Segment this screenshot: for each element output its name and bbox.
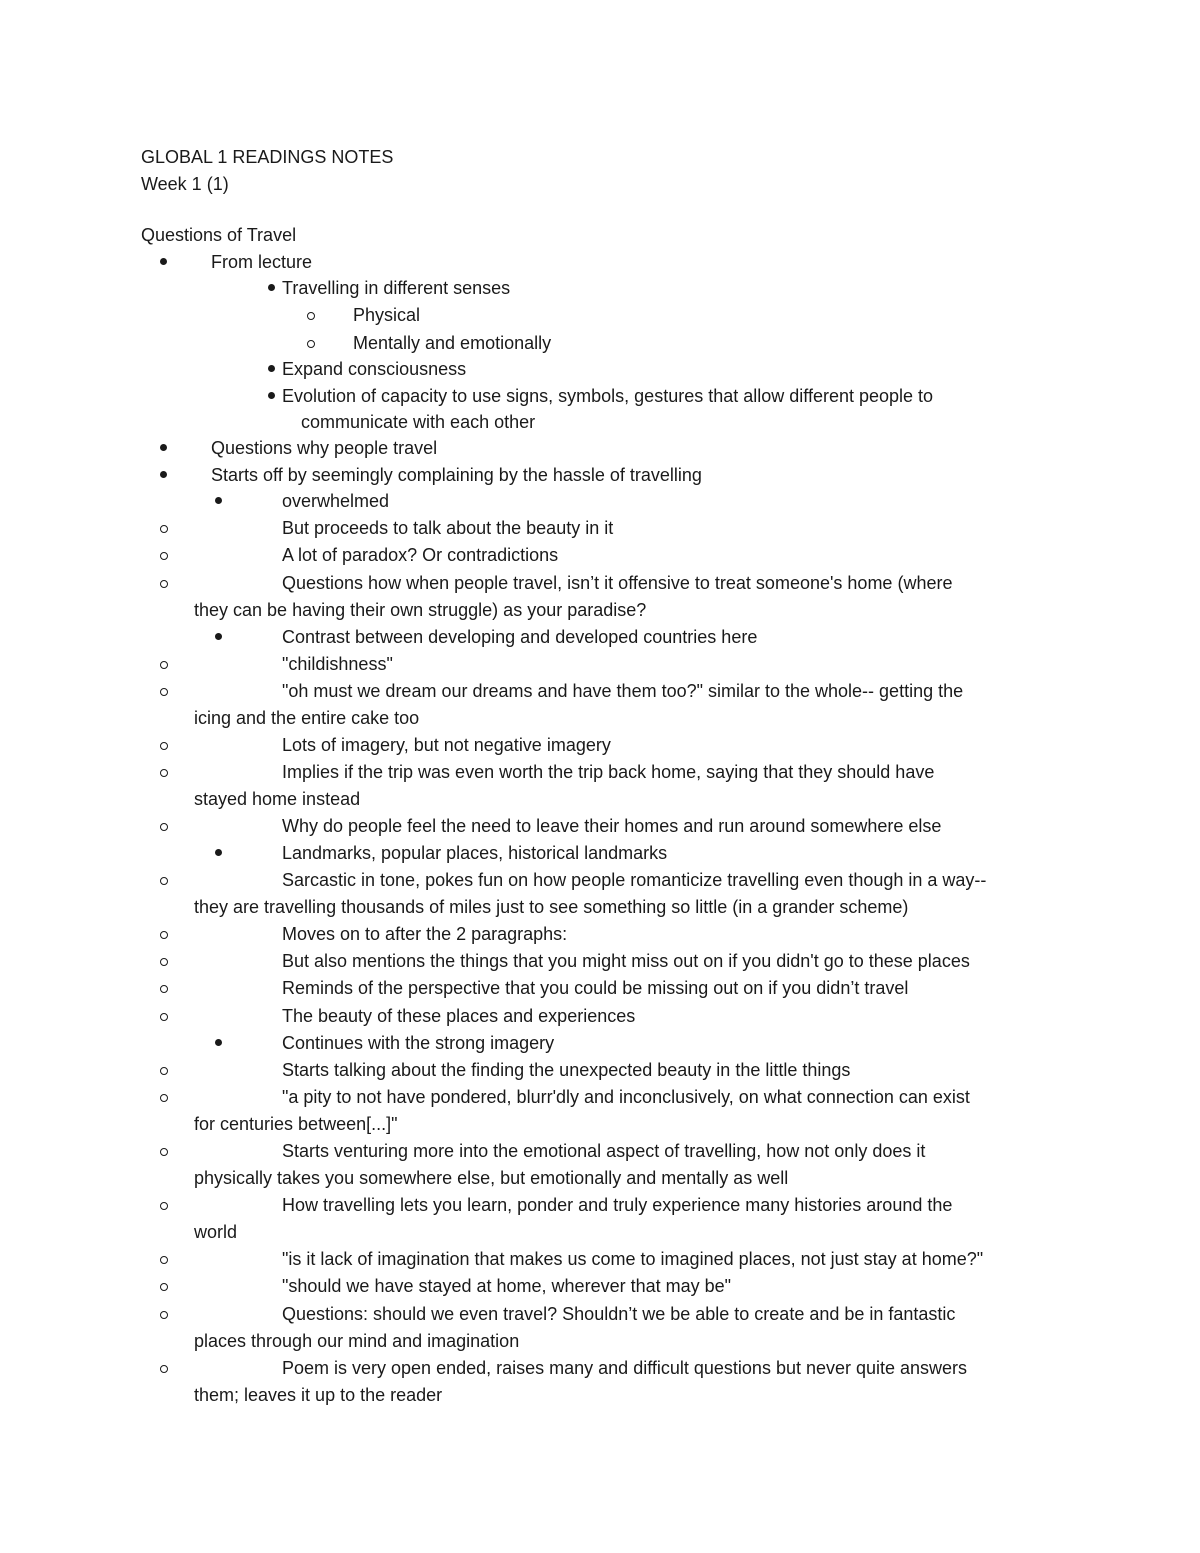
note-line: icing and the entire cake too bbox=[194, 708, 420, 728]
note-line: Lots of imagery, but not negative imagery bbox=[282, 735, 611, 755]
note-line: But proceeds to talk about the beauty in it bbox=[282, 518, 614, 538]
bullet-circle-icon bbox=[160, 1283, 168, 1291]
bullet-circle-icon bbox=[160, 580, 168, 588]
note-line: Starts venturing more into the emotional aspect of travelling, how not only does it bbox=[282, 1141, 926, 1161]
doc-title: GLOBAL 1 READINGS NOTES bbox=[141, 147, 394, 167]
note-line: "childishness" bbox=[282, 654, 393, 674]
bullet-circle-icon bbox=[160, 1094, 168, 1102]
bullet-dot-icon bbox=[160, 258, 167, 265]
bullet-circle-icon bbox=[160, 661, 168, 669]
note-line: Mentally and emotionally bbox=[353, 333, 552, 353]
note-line: From lecture bbox=[211, 252, 313, 272]
bullet-dot-icon bbox=[215, 497, 222, 504]
note-line: Travelling in different senses bbox=[282, 278, 511, 298]
bullet-circle-icon bbox=[160, 1148, 168, 1156]
bullet-circle-icon bbox=[160, 1311, 168, 1319]
note-line: for centuries between[...]" bbox=[194, 1114, 398, 1134]
note-line: Expand consciousness bbox=[282, 359, 467, 379]
note-line: A lot of paradox? Or contradictions bbox=[282, 545, 559, 565]
bullet-circle-icon bbox=[160, 742, 168, 750]
note-line: them; leaves it up to the reader bbox=[194, 1385, 443, 1405]
note-line: stayed home instead bbox=[194, 789, 361, 809]
note-line: Continues with the strong imagery bbox=[282, 1033, 555, 1053]
note-line: world bbox=[194, 1222, 238, 1242]
bullet-dot-icon bbox=[160, 471, 167, 478]
section-heading: Questions of Travel bbox=[141, 225, 297, 245]
note-line: But also mentions the things that you might miss out on if you didn't go to these places bbox=[282, 951, 970, 971]
bullet-dot-icon bbox=[268, 365, 275, 372]
note-line: Landmarks, popular places, historical landmarks bbox=[282, 843, 668, 863]
bullet-dot-icon bbox=[215, 1039, 222, 1046]
note-line: Questions: should we even travel? Shouldn’t we be able to create and be in fantastic bbox=[282, 1304, 956, 1324]
bullet-circle-icon bbox=[307, 312, 315, 320]
bullet-circle-icon bbox=[160, 552, 168, 560]
note-line: Sarcastic in tone, pokes fun on how people romanticize travelling even though in a way-- bbox=[282, 870, 987, 890]
bullet-circle-icon bbox=[160, 1365, 168, 1373]
note-line: Implies if the trip was even worth the trip back home, saying that they should have bbox=[282, 762, 935, 782]
bullet-circle-icon bbox=[160, 823, 168, 831]
bullet-circle-icon bbox=[160, 931, 168, 939]
bullet-circle-icon bbox=[160, 688, 168, 696]
note-line: communicate with each other bbox=[301, 412, 536, 432]
bullet-dot-icon bbox=[268, 392, 275, 399]
note-line: Moves on to after the 2 paragraphs: bbox=[282, 924, 568, 944]
bullet-circle-icon bbox=[160, 1013, 168, 1021]
note-line: Why do people feel the need to leave their homes and run around somewhere else bbox=[282, 816, 942, 836]
bullet-circle-icon bbox=[160, 985, 168, 993]
bullet-circle-icon bbox=[160, 1202, 168, 1210]
bullet-circle-icon bbox=[160, 958, 168, 966]
note-line: The beauty of these places and experiences bbox=[282, 1006, 636, 1026]
note-line: places through our mind and imagination bbox=[194, 1331, 520, 1351]
bullet-circle-icon bbox=[160, 877, 168, 885]
note-line: they are travelling thousands of miles just to see something so little (in a grander scheme) bbox=[194, 897, 909, 917]
note-line: Starts talking about the finding the unexpected beauty in the little things bbox=[282, 1060, 851, 1080]
note-line: "is it lack of imagination that makes us come to imagined places, not just stay at home?" bbox=[282, 1249, 984, 1269]
bullet-circle-icon bbox=[160, 1067, 168, 1075]
note-line: "a pity to not have pondered, blurr'dly and inconclusively, on what connection can exist bbox=[282, 1087, 970, 1107]
bullet-dot-icon bbox=[215, 633, 222, 640]
note-line: How travelling lets you learn, ponder and truly experience many histories around the bbox=[282, 1195, 953, 1215]
note-line: Contrast between developing and developed countries here bbox=[282, 627, 758, 647]
bullet-circle-icon bbox=[160, 1256, 168, 1264]
bullet-circle-icon bbox=[307, 340, 315, 348]
note-line: "oh must we dream our dreams and have them too?" similar to the whole-- getting the bbox=[282, 681, 964, 701]
note-line: Reminds of the perspective that you could be missing out on if you didn’t travel bbox=[282, 978, 909, 998]
bullet-dot-icon bbox=[215, 849, 222, 856]
note-line: Physical bbox=[353, 305, 421, 325]
note-line: overwhelmed bbox=[282, 491, 390, 511]
bullet-circle-icon bbox=[160, 769, 168, 777]
note-line: Questions why people travel bbox=[211, 438, 438, 458]
note-line: "should we have stayed at home, wherever that may be" bbox=[282, 1276, 732, 1296]
note-line: Poem is very open ended, raises many and difficult questions but never quite answers bbox=[282, 1358, 968, 1378]
note-line: Evolution of capacity to use signs, symbols, gestures that allow different people to bbox=[282, 386, 934, 406]
note-line: Questions how when people travel, isn’t it offensive to treat someone's home (where bbox=[282, 573, 953, 593]
note-line: they can be having their own struggle) as your paradise? bbox=[194, 600, 647, 620]
note-line: physically takes you somewhere else, but emotionally and mentally as well bbox=[194, 1168, 789, 1188]
bullet-dot-icon bbox=[268, 284, 275, 291]
bullet-dot-icon bbox=[160, 444, 167, 451]
bullet-circle-icon bbox=[160, 525, 168, 533]
week-label: Week 1 (1) bbox=[141, 174, 229, 194]
note-line: Starts off by seemingly complaining by the hassle of travelling bbox=[211, 465, 702, 485]
